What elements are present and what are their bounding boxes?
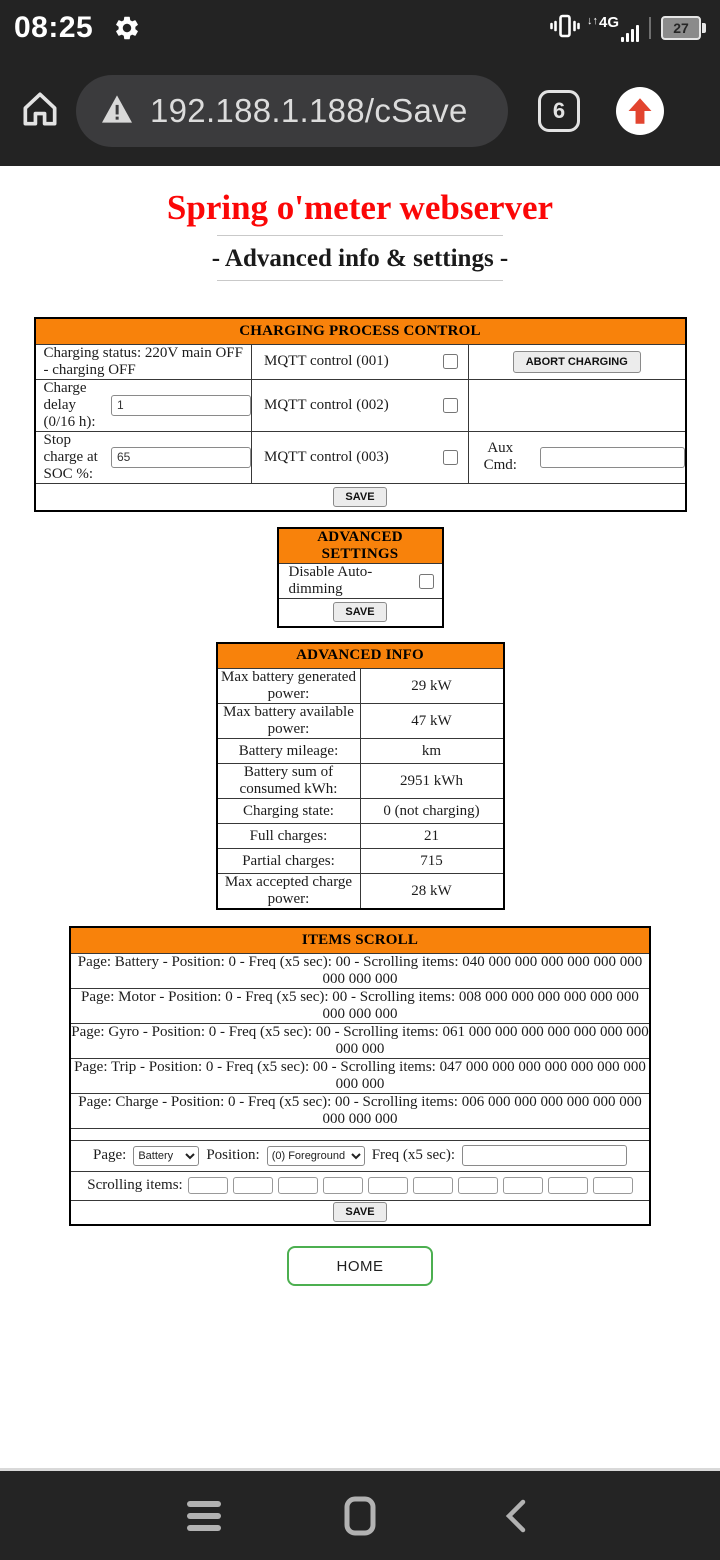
- items-scroll-table: [69, 926, 651, 1226]
- android-nav-bar: [0, 1468, 720, 1560]
- table-row: [70, 988, 650, 1023]
- page-select-label: Page:: [93, 1147, 127, 1163]
- browser-update-button[interactable]: [616, 87, 664, 135]
- table-row: [217, 704, 504, 739]
- scroll-row-text: Page: Motor - Position: 0 - Freq (x5 sec): 00 - Scrolling items: 008 000 000 000 000 000 000 000 000 000: [70, 988, 650, 1023]
- update-arrow-icon: [627, 97, 653, 125]
- table-row: [217, 799, 504, 824]
- tab-count: 6: [552, 98, 566, 123]
- status-separator: [649, 17, 651, 39]
- scrolling-item-input-10[interactable]: [593, 1177, 633, 1194]
- mobile-network-indicator: [587, 15, 639, 42]
- advanced-settings-header: ADVANCED SETTINGS: [278, 528, 443, 564]
- freq-input[interactable]: [462, 1145, 627, 1166]
- nav-home-icon: [343, 1496, 377, 1536]
- abort-charging-button[interactable]: ABORT CHARGING: [513, 351, 641, 373]
- recents-icon: [187, 1501, 221, 1531]
- tab-switcher-button[interactable]: [538, 90, 580, 132]
- page-title: Spring o'meter webserver: [166, 188, 554, 227]
- scroll-row-text: Page: Gyro - Position: 0 - Freq (x5 sec): 00 - Scrolling items: 061 000 000 000 000 000 000 000 000 000: [71, 1023, 649, 1057]
- table-row: [70, 953, 650, 988]
- scrolling-item-input-4[interactable]: [323, 1177, 363, 1194]
- page-subtitle: - Advanced info & settings -: [211, 245, 509, 272]
- charging-status-text: Charging status: 220V main OFF - charging OFF: [35, 344, 252, 379]
- advanced-settings-save-button[interactable]: SAVE: [333, 602, 386, 622]
- security-warning-icon[interactable]: [100, 94, 134, 129]
- info-value: 0 (not charging): [360, 799, 504, 824]
- advanced-settings-table: [277, 527, 444, 628]
- table-row: [70, 1023, 650, 1058]
- battery-percent: 27: [673, 20, 689, 36]
- scrolling-item-input-7[interactable]: [458, 1177, 498, 1194]
- info-value: 29 kW: [360, 669, 504, 704]
- subtitle-divider: [217, 280, 503, 281]
- back-button[interactable]: [493, 1493, 539, 1539]
- scrolling-item-input-6[interactable]: [413, 1177, 453, 1194]
- recents-button[interactable]: [181, 1493, 227, 1539]
- page-select[interactable]: [133, 1146, 199, 1166]
- scrolling-item-input-8[interactable]: [503, 1177, 543, 1194]
- url-text[interactable]: 192.188.1.188/cSave: [150, 92, 468, 129]
- vibrate-icon: [550, 13, 580, 44]
- nav-home-button[interactable]: [337, 1493, 383, 1539]
- settings-gear-icon: [113, 14, 141, 42]
- items-scroll-rows: [70, 953, 650, 1128]
- scrolling-items-inputs: [188, 1172, 633, 1200]
- scroll-row-text: Page: Charge - Position: 0 - Freq (x5 sec): 00 - Scrolling items: 006 000 000 000 000 000 000 000 000 000: [70, 1093, 650, 1128]
- table-row: [35, 379, 686, 431]
- info-label: Battery sum of consumed kWh:: [217, 764, 361, 799]
- table-row: [217, 824, 504, 849]
- info-value: 715: [360, 849, 504, 874]
- table-row: [278, 564, 443, 599]
- scrolling-item-input-2[interactable]: [233, 1177, 273, 1194]
- mqtt-control-3-label: MQTT control (003): [264, 448, 389, 465]
- advanced-info-rows: [217, 669, 504, 910]
- home-icon[interactable]: [18, 87, 62, 136]
- aux-cmd-input[interactable]: [540, 447, 685, 468]
- mqtt-control-2-label: MQTT control (002): [264, 396, 389, 413]
- mqtt-control-2-checkbox[interactable]: [443, 398, 458, 413]
- charging-process-table: [34, 317, 687, 512]
- scrolling-item-input-5[interactable]: [368, 1177, 408, 1194]
- aux-cmd-label: Aux Cmd:: [483, 440, 517, 473]
- info-label: Max battery generated power:: [217, 669, 361, 704]
- signal-bars-icon: [621, 25, 639, 42]
- table-row: [70, 1058, 650, 1093]
- table-row: [35, 344, 686, 379]
- address-bar[interactable]: [76, 75, 508, 147]
- charge-delay-input[interactable]: [111, 395, 251, 416]
- info-value: 21: [360, 824, 504, 849]
- info-label: Battery mileage:: [217, 739, 361, 764]
- table-row: [217, 849, 504, 874]
- charging-save-button[interactable]: SAVE: [333, 487, 386, 507]
- info-label: Max accepted charge power:: [217, 874, 361, 910]
- network-type-label: 4G: [598, 13, 619, 31]
- scrolling-item-input-9[interactable]: [548, 1177, 588, 1194]
- info-value: 28 kW: [360, 874, 504, 910]
- back-icon: [501, 1496, 531, 1536]
- position-select-label: Position:: [206, 1147, 260, 1163]
- table-row: [217, 764, 504, 799]
- freq-label: Freq (x5 sec):: [371, 1147, 455, 1163]
- info-value: 2951 kWh: [360, 764, 504, 799]
- mqtt-control-1-checkbox[interactable]: [443, 354, 458, 369]
- info-value: km: [360, 739, 504, 764]
- data-arrows-icon: ↓↑: [586, 14, 598, 27]
- info-label: Partial charges:: [217, 849, 361, 874]
- web-page: [0, 166, 720, 1468]
- info-value: 47 kW: [360, 704, 504, 739]
- info-label: Full charges:: [217, 824, 361, 849]
- scrolling-item-input-3[interactable]: [278, 1177, 318, 1194]
- scroll-row-text: Page: Trip - Position: 0 - Freq (x5 sec): 00 - Scrolling items: 047 000 000 000 000 000 000 000 000 000: [70, 1058, 650, 1093]
- advanced-info-header: ADVANCED INFO: [217, 643, 504, 669]
- scrolling-item-input-1[interactable]: [188, 1177, 228, 1194]
- clock: 08:25: [14, 11, 94, 44]
- table-row: [70, 1093, 650, 1128]
- table-row: [70, 1140, 650, 1171]
- table-row: [70, 1171, 650, 1200]
- spacer-row: [70, 1128, 650, 1140]
- position-select[interactable]: [267, 1146, 365, 1166]
- scroll-row-text: Page: Battery - Position: 0 - Freq (x5 sec): 00 - Scrolling items: 040 000 000 000 000 000 000 000 000 000: [70, 953, 650, 988]
- scrolling-items-label: Scrolling items:: [87, 1177, 183, 1193]
- table-row: [217, 739, 504, 764]
- table-row: [217, 874, 504, 910]
- advanced-info-table: [216, 642, 505, 911]
- disable-auto-dimming-checkbox[interactable]: [419, 574, 433, 589]
- title-divider: [217, 235, 503, 236]
- table-row: [217, 669, 504, 704]
- stop-charge-label: Stop charge at SOC %:: [43, 431, 98, 482]
- items-scroll-header: ITEMS SCROLL: [70, 927, 650, 953]
- disable-auto-dimming-label: Disable Auto-dimming: [288, 564, 373, 597]
- info-label: Charging state:: [217, 799, 361, 824]
- items-scroll-save-button[interactable]: SAVE: [333, 1202, 386, 1222]
- battery-icon: [661, 16, 706, 40]
- status-bar: [0, 0, 720, 56]
- mqtt-control-1-label: MQTT control (001): [264, 353, 389, 369]
- mqtt-control-3-checkbox[interactable]: [443, 450, 458, 465]
- info-label: Max battery available power:: [217, 704, 361, 739]
- browser-toolbar: [0, 56, 720, 166]
- charging-table-header: CHARGING PROCESS CONTROL: [35, 318, 686, 344]
- stop-charge-soc-input[interactable]: [111, 447, 251, 468]
- empty-cell: [469, 379, 686, 431]
- home-button[interactable]: HOME: [287, 1246, 433, 1286]
- charge-delay-label: Charge delay (0/16 h):: [43, 379, 96, 430]
- table-row: [35, 431, 686, 483]
